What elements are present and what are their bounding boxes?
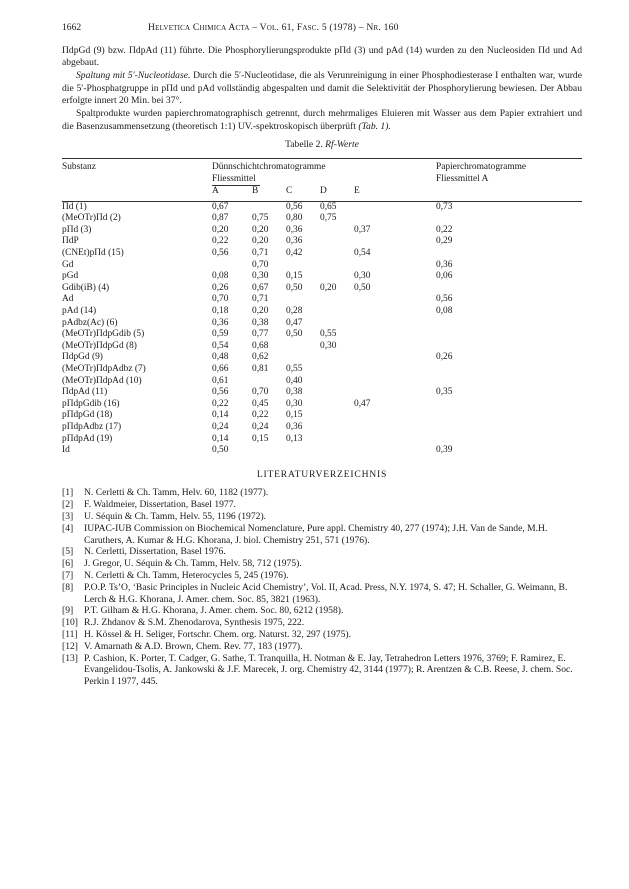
separation-paragraph xyxy=(62,108,582,133)
cell-rf-c xyxy=(286,352,320,364)
cell-rf-d xyxy=(320,236,354,248)
cell-rf-c: 0,50 xyxy=(286,329,303,340)
cell-rf-p xyxy=(436,283,582,295)
cell-substance: Πd (1) xyxy=(62,201,87,212)
cell-rf-c xyxy=(286,260,320,272)
reference-number: [2] xyxy=(62,499,74,511)
reference-number: [12] xyxy=(62,640,78,652)
table-header-row-2 xyxy=(62,174,582,187)
cell-rf-b: 0,75 xyxy=(252,213,269,224)
table-header-row-3 xyxy=(62,186,582,198)
cell-rf-p: 0,26 xyxy=(436,352,453,363)
cell-rf-d: 0,30 xyxy=(320,340,337,351)
table-caption-title: Rf-Werte xyxy=(325,139,359,151)
cell-rf-e xyxy=(354,445,436,457)
cell-rf-e xyxy=(354,306,436,318)
table-body xyxy=(62,201,582,457)
page-number: 1662 xyxy=(62,22,82,33)
reference-text: P.O.P. Ts’O, ‘Basic Principles in Nucleic Acid Chemistry’, Vol. II, Acad. Press, N.Y. 1974, S. 47; H. Schaller, G. Weimann, B. Lerch & H.G. Khorana, J. Amer. chem. Soc. 85, 3821 (1963). xyxy=(84,581,568,605)
cell-rf-c xyxy=(286,341,320,353)
reference-item xyxy=(62,511,582,523)
reference-number: [6] xyxy=(62,558,74,570)
cell-rf-e: 0,50 xyxy=(354,282,371,293)
reference-item xyxy=(62,582,582,606)
cell-rf-p xyxy=(436,410,582,422)
cell-rf-b: 0,70 xyxy=(252,387,269,398)
cell-rf-c: 0,42 xyxy=(286,248,303,259)
reference-text: H. Kössel & H. Seliger, Fortschr. Chem. org. Naturst. 32, 297 (1975). xyxy=(84,628,351,640)
table-header-row-1 xyxy=(62,162,582,174)
cell-rf-b: 0,71 xyxy=(252,248,269,259)
cell-substance: ΠdpAd (11) xyxy=(62,387,108,398)
cell-rf-p xyxy=(436,318,582,330)
cell-rf-d xyxy=(320,271,354,283)
cell-rf-e xyxy=(354,434,436,446)
cell-rf-a: 0,26 xyxy=(212,282,229,293)
cell-rf-a: 0,22 xyxy=(212,398,229,409)
cell-rf-a: 0,56 xyxy=(212,248,229,259)
col-group-dc-solvent: Fliessmittel xyxy=(212,174,260,187)
table-row xyxy=(62,387,582,399)
references-title: LITERATURVERZEICHNIS xyxy=(256,468,388,480)
cell-rf-p xyxy=(436,364,582,376)
table-row xyxy=(62,271,582,283)
cell-rf-p xyxy=(436,422,582,434)
col-group-pc: Papierchromatogramme xyxy=(436,161,527,172)
reference-text: J. Gregor, U. Séquin & Ch. Tamm, Helv. 58, 712 (1975). xyxy=(84,558,302,570)
cell-rf-p: 0,73 xyxy=(436,201,453,212)
reference-number: [7] xyxy=(62,569,74,581)
cell-rf-c: 0,55 xyxy=(286,364,303,374)
table-row xyxy=(62,294,582,306)
table-row xyxy=(62,260,582,272)
cell-rf-p: 0,36 xyxy=(436,259,453,270)
cell-rf-e: 0,30 xyxy=(354,271,371,282)
cell-substance: (MeOTr)ΠdpAd (10) xyxy=(62,375,142,386)
cell-substance: (MeOTr)Πd (2) xyxy=(62,213,121,224)
reference-item xyxy=(62,629,582,641)
table-row xyxy=(62,283,582,295)
cell-rf-p: 0,56 xyxy=(436,294,453,305)
cell-rf-e xyxy=(354,352,436,364)
reference-item xyxy=(62,499,582,511)
cell-rf-d xyxy=(320,306,354,318)
cell-substance: pΠdpAd (19) xyxy=(62,433,113,444)
cell-rf-e xyxy=(354,387,436,399)
cell-rf-e xyxy=(354,318,436,330)
cell-rf-b xyxy=(252,445,286,457)
cell-rf-a xyxy=(212,260,252,272)
cell-rf-b: 0,22 xyxy=(252,410,269,421)
cell-rf-a: 0,70 xyxy=(212,294,229,305)
separation-body: Spaltprodukte wurden papierchromatographisch getrennt, durch mehrmaliges Eluieren mit Wasser aus dem Papier extrahiert und die Basenzusammensetzung (theoretisch 1:1) UV.-spektroskopisch überprüft xyxy=(62,107,582,132)
cell-rf-c: 0,38 xyxy=(286,387,303,398)
cell-rf-e: 0,37 xyxy=(354,224,371,235)
cell-rf-d xyxy=(320,410,354,422)
reference-number: [13] xyxy=(62,652,78,664)
references-list xyxy=(62,487,582,688)
nucleotidase-heading: Spaltung mit 5′-Nucleotidase. xyxy=(76,69,191,81)
reference-item xyxy=(62,487,582,499)
cell-rf-b: 0,20 xyxy=(252,236,269,247)
cell-rf-c: 0,15 xyxy=(286,271,303,282)
cell-substance: Gd xyxy=(62,259,74,270)
reference-number: [5] xyxy=(62,546,74,558)
reference-text: N. Cerletti & Ch. Tamm, Heterocycles 5, 245 (1976). xyxy=(84,569,289,581)
reference-text: V. Amarnath & A.D. Brown, Chem. Rev. 77, 183 (1977). xyxy=(84,640,303,652)
table-caption-prefix: Tabelle 2. xyxy=(285,139,323,151)
table-row xyxy=(62,445,582,457)
reference-item xyxy=(62,523,582,547)
cell-rf-b: 0,67 xyxy=(252,282,269,293)
cell-rf-c: 0,36 xyxy=(286,224,303,235)
cell-rf-e xyxy=(354,422,436,434)
cell-rf-p: 0,22 xyxy=(436,224,453,235)
table-row xyxy=(62,364,582,376)
table-row xyxy=(62,225,582,237)
table-reference: (Tab. 1). xyxy=(358,120,391,132)
cell-rf-e xyxy=(354,294,436,306)
cell-rf-d xyxy=(320,225,354,237)
cell-rf-a: 0,18 xyxy=(212,306,229,317)
cell-rf-b: 0,20 xyxy=(252,224,269,235)
cell-rf-d: 0,65 xyxy=(320,201,337,212)
table-row xyxy=(62,213,582,225)
cell-rf-b: 0,62 xyxy=(252,352,269,363)
cell-rf-a: 0,36 xyxy=(212,317,229,328)
cell-substance: pΠdpGd (18) xyxy=(62,410,113,421)
nucleotidase-body: Durch die 5′-Nucleotidase, die als Verunreinigung in einer Phosphodiesterase I enthalten war, wurde die 5′-Phosphatgruppe in pΠd und pAd vollständig abgespalten und damit die Selektivität der Phosphorylierung bewiesen. Der Abbau erfolgte innert 20 Min. bei 37°. xyxy=(62,69,582,107)
table-row xyxy=(62,306,582,318)
cell-rf-c: 0,13 xyxy=(286,433,303,444)
cell-rf-p xyxy=(436,329,582,341)
cell-rf-p xyxy=(436,213,582,225)
cell-rf-d xyxy=(320,318,354,330)
page-header xyxy=(62,22,582,35)
cell-rf-c xyxy=(286,294,320,306)
reference-number: [9] xyxy=(62,605,74,617)
cell-substance: pΠdpGdib (16) xyxy=(62,398,120,409)
reference-text: N. Cerletti, Dissertation, Basel 1976. xyxy=(84,546,226,558)
col-group-pc-solvent: Fliessmittel A xyxy=(436,173,489,184)
cell-rf-e xyxy=(354,236,436,248)
cell-rf-b: 0,20 xyxy=(252,306,269,317)
col-header-substanz: Substanz xyxy=(62,161,96,172)
cell-rf-d xyxy=(320,376,354,388)
reference-number: [11] xyxy=(62,628,78,640)
cell-rf-p xyxy=(436,399,582,411)
table-row xyxy=(62,352,582,364)
cell-rf-a: 0,14 xyxy=(212,410,229,421)
reference-item xyxy=(62,558,582,570)
cell-rf-a: 0,20 xyxy=(212,224,229,235)
cell-substance: (MeOTr)ΠdpAdbz (7) xyxy=(62,364,146,374)
table-row xyxy=(62,236,582,248)
cell-rf-a: 0,54 xyxy=(212,340,229,351)
cell-rf-e xyxy=(354,213,436,225)
cell-rf-a: 0,08 xyxy=(212,271,229,282)
cell-substance: (CNEt)pΠd (15) xyxy=(62,248,124,259)
cell-rf-b xyxy=(252,201,286,213)
col-header-e: E xyxy=(354,186,360,197)
cell-rf-e xyxy=(354,341,436,353)
reference-text: F. Waldmeier, Dissertation, Basel 1977. xyxy=(84,499,236,511)
cell-rf-d xyxy=(320,294,354,306)
cell-rf-p xyxy=(436,376,582,388)
cell-rf-e xyxy=(354,376,436,388)
cell-rf-d xyxy=(320,248,354,260)
cell-rf-b: 0,81 xyxy=(252,364,269,374)
cell-rf-d xyxy=(320,399,354,411)
cell-rf-c: 0,56 xyxy=(286,201,303,212)
col-header-a: A xyxy=(212,186,219,197)
cell-rf-d xyxy=(320,422,354,434)
cell-substance: pΠd (3) xyxy=(62,224,92,235)
cell-rf-e: 0,47 xyxy=(354,398,371,409)
cell-rf-d: 0,20 xyxy=(320,282,337,293)
cell-rf-b: 0,45 xyxy=(252,398,269,409)
cell-rf-a: 0,14 xyxy=(212,433,229,444)
journal-page xyxy=(62,22,582,688)
cell-rf-b: 0,38 xyxy=(252,317,269,328)
reference-text: R.J. Zhdanov & S.M. Zhenodarova, Synthesis 1975, 222. xyxy=(84,617,305,629)
reference-number: [8] xyxy=(62,581,74,593)
table-row xyxy=(62,410,582,422)
cell-rf-p xyxy=(436,248,582,260)
table-row xyxy=(62,341,582,353)
cell-rf-c xyxy=(286,445,320,457)
reference-text: IUPAC-IUB Commission on Biochemical Nomenclature, Pure appl. Chemistry 40, 277 (1974); J.H. Van de Sande, M.H. Caruthers, A. Kumar & H.G. Khorana, J. biol. Chemistry 251, 571 (1976). xyxy=(84,522,548,546)
cell-substance: (MeOTr)ΠdpGdib (5) xyxy=(62,329,145,340)
cell-rf-b: 0,68 xyxy=(252,340,269,351)
reference-item xyxy=(62,605,582,617)
cell-rf-a: 0,66 xyxy=(212,364,229,374)
table-row xyxy=(62,434,582,446)
cell-rf-a: 0,87 xyxy=(212,213,229,224)
table-row xyxy=(62,329,582,341)
cell-rf-c: 0,80 xyxy=(286,213,303,224)
cell-rf-e xyxy=(354,260,436,272)
cell-rf-p: 0,35 xyxy=(436,387,453,398)
cell-rf-a: 0,50 xyxy=(212,445,229,456)
table-row xyxy=(62,376,582,388)
cell-substance: (MeOTr)ΠdpGd (8) xyxy=(62,340,137,351)
cell-rf-b: 0,30 xyxy=(252,271,269,282)
running-title: Helvetica Chimica Acta – Vol. 61, Fasc. 5 (1978) – Nr. 160 xyxy=(148,22,399,33)
reference-item xyxy=(62,641,582,653)
cell-rf-b: 0,24 xyxy=(252,421,269,432)
reference-number: [1] xyxy=(62,487,74,499)
cell-rf-c: 0,47 xyxy=(286,317,303,328)
cell-rf-e xyxy=(354,329,436,341)
cell-substance: ΠdpGd (9) xyxy=(62,352,103,363)
cell-rf-p: 0,06 xyxy=(436,271,453,282)
cell-rf-e xyxy=(354,364,436,376)
cell-rf-d: 0,55 xyxy=(320,329,337,340)
cell-rf-d xyxy=(320,445,354,457)
cell-rf-a: 0,24 xyxy=(212,421,229,432)
cell-rf-c: 0,50 xyxy=(286,282,303,293)
table-row xyxy=(62,201,582,213)
rf-values-table xyxy=(62,158,582,457)
cell-rf-b: 0,70 xyxy=(252,259,269,270)
cell-rf-b: 0,71 xyxy=(252,294,269,305)
cell-rf-b: 0,15 xyxy=(252,433,269,444)
table-row xyxy=(62,248,582,260)
col-header-d: D xyxy=(320,186,327,197)
cell-rf-d xyxy=(320,364,354,376)
reference-item xyxy=(62,617,582,629)
intro-text: ΠdpGd (9) bzw. ΠdpAd (11) führte. Die Phosphorylierungsprodukte pΠd (3) und pAd (14) wurden zu den Nucleosiden Πd und Ad abgebaut. xyxy=(62,44,582,69)
reference-item xyxy=(62,546,582,558)
table-row xyxy=(62,399,582,411)
cell-rf-c: 0,36 xyxy=(286,236,303,247)
cell-rf-a: 0,61 xyxy=(212,375,229,386)
cell-rf-d xyxy=(320,352,354,364)
cell-rf-d: 0,75 xyxy=(320,213,337,224)
col-header-b: B xyxy=(252,186,259,197)
reference-number: [4] xyxy=(62,522,74,534)
cell-rf-e xyxy=(354,410,436,422)
cell-substance: Gdib(iB) (4) xyxy=(62,282,110,293)
table-caption xyxy=(62,139,582,152)
cell-rf-c: 0,30 xyxy=(286,398,303,409)
cell-rf-c: 0,28 xyxy=(286,306,303,317)
reference-text: P. Cashion, K. Porter, T. Cadger, G. Sathe, T. Tranquilla, H. Notman & E. Jay, Tetrahedron Letters 1976, 3769; F. Ramirez, E. Evangelidou-Tsolis, A. Jankowski & J.F. Marecek, J. org. Chemistry 42, 3144 (1977); R. Arentzen & C.B. Reese, J. chem. Soc. Perkin I 1977, 445. xyxy=(84,652,573,688)
cell-rf-p: 0,29 xyxy=(436,236,453,247)
table-row xyxy=(62,318,582,330)
cell-substance: Ad xyxy=(62,294,74,305)
cell-rf-a: 0,48 xyxy=(212,352,229,363)
reference-item xyxy=(62,570,582,582)
table-row xyxy=(62,422,582,434)
cell-rf-p xyxy=(436,434,582,446)
cell-rf-d xyxy=(320,387,354,399)
reference-text: U. Séquin & Ch. Tamm, Helv. 55, 1196 (1972). xyxy=(84,511,267,522)
nucleotidase-paragraph xyxy=(62,70,582,108)
col-group-dc: Dünnschichtchromatogramme xyxy=(212,161,326,172)
cell-rf-c: 0,15 xyxy=(286,410,303,421)
reference-text: P.T. Gilham & H.G. Khorana, J. Amer. chem. Soc. 80, 6212 (1958). xyxy=(84,605,344,617)
cell-rf-b xyxy=(252,376,286,388)
reference-number: [10] xyxy=(62,617,78,629)
cell-rf-d xyxy=(320,260,354,272)
col-header-c: C xyxy=(286,186,293,197)
cell-substance: ΠdP xyxy=(62,236,79,247)
cell-rf-a: 0,59 xyxy=(212,329,229,340)
reference-number: [3] xyxy=(62,511,74,522)
cell-rf-c: 0,36 xyxy=(286,421,303,432)
reference-item xyxy=(62,653,582,688)
cell-rf-e: 0,54 xyxy=(354,248,371,259)
intro-paragraph xyxy=(62,45,582,70)
cell-substance: pAdbz(Ac) (6) xyxy=(62,317,118,328)
cell-rf-a: 0,67 xyxy=(212,201,229,212)
cell-rf-a: 0,56 xyxy=(212,387,229,398)
cell-substance: pAd (14) xyxy=(62,306,97,317)
cell-rf-c: 0,40 xyxy=(286,375,303,386)
reference-text: N. Cerletti & Ch. Tamm, Helv. 60, 1182 (1977). xyxy=(84,487,269,499)
cell-rf-p xyxy=(436,341,582,353)
cell-rf-p: 0,08 xyxy=(436,306,453,317)
cell-rf-b: 0,77 xyxy=(252,329,269,340)
cell-rf-d xyxy=(320,434,354,446)
cell-rf-e xyxy=(354,201,436,213)
cell-substance: Id xyxy=(62,445,70,456)
cell-substance: pGd xyxy=(62,271,79,282)
cell-substance: pΠdpAdbz (17) xyxy=(62,421,122,432)
cell-rf-a: 0,22 xyxy=(212,236,229,247)
cell-rf-p: 0,39 xyxy=(436,445,453,456)
